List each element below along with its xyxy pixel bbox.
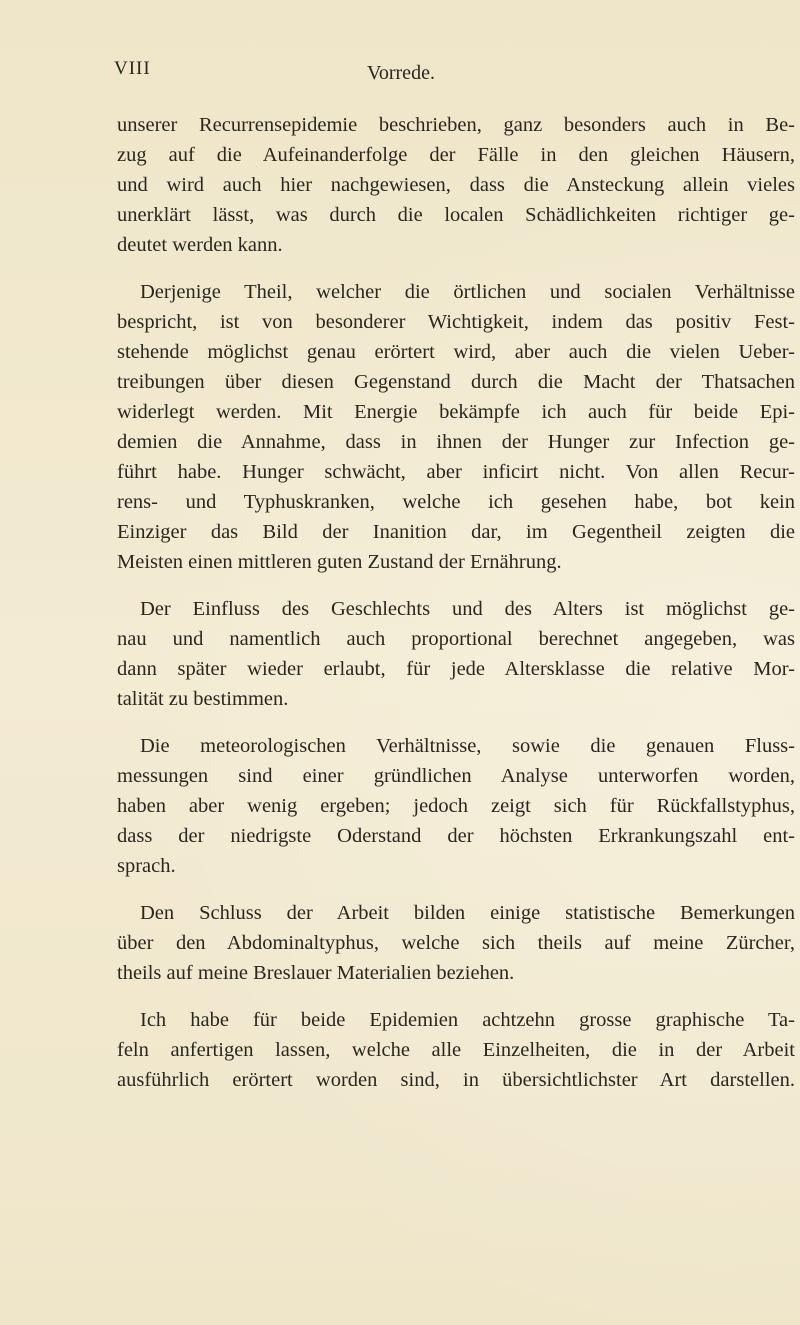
text-line: stehende möglichst genau erörtert wird, aber auch die vielen Ueber- [117, 341, 795, 363]
text-line: deutet werden kann. [117, 234, 283, 256]
text-line: rens- und Typhuskranken, welche ich gesehen habe, bot kein [117, 491, 795, 513]
text-line: Den Schluss der Arbeit bilden einige statistische Bemerkungen [140, 902, 795, 924]
text-line: Einziger das Bild der Inanition dar, im Gegentheil zeigten die [117, 521, 795, 543]
body-text [117, 110, 795, 1112]
paragraph-3 [117, 594, 795, 714]
text-line: führt habe. Hunger schwächt, aber inficirt nicht. Von allen Recur- [117, 461, 795, 483]
text-line: Die meteorologischen Verhältnisse, sowie die genauen Fluss- [140, 735, 795, 757]
text-line: Ich habe für beide Epidemien achtzehn grosse graphische Ta- [140, 1009, 795, 1031]
paragraph-6 [117, 1005, 795, 1095]
text-line: theils auf meine Breslauer Materialien beziehen. [117, 962, 515, 984]
text-line: sprach. [117, 855, 176, 877]
text-line: ausführlich erörtert worden sind, in übersichtlichster Art darstellen. [117, 1069, 795, 1091]
text-line: messungen sind einer gründlichen Analyse unterworfen worden, [117, 765, 795, 787]
text-line: zug auf die Aufeinanderfolge der Fälle in den gleichen Häusern, [117, 144, 795, 166]
paragraph-1 [117, 110, 795, 260]
text-line: nau und namentlich auch proportional berechnet angegeben, was [117, 628, 795, 650]
paragraph-2 [117, 277, 795, 577]
text-line: dann später wieder erlaubt, für jede Altersklasse die relative Mor- [117, 658, 795, 680]
text-line: feln anfertigen lassen, welche alle Einzelheiten, die in der Arbeit [117, 1039, 795, 1061]
text-line: unerklärt lässt, was durch die localen Schädlichkeiten richtiger ge- [117, 204, 795, 226]
text-line: über den Abdominaltyphus, welche sich theils auf meine Zürcher, [117, 932, 795, 954]
text-line: bespricht, ist von besonderer Wichtigkeit, indem das positiv Fest- [117, 311, 795, 333]
text-line: demien die Annahme, dass in ihnen der Hunger zur Infection ge- [117, 431, 795, 453]
text-line: talität zu bestimmen. [117, 688, 289, 710]
text-line: widerlegt werden. Mit Energie bekämpfe ich auch für beide Epi- [117, 401, 795, 423]
page-header [0, 58, 800, 88]
text-line: unserer Recurrensepidemie beschrieben, ganz besonders auch in Be- [117, 114, 795, 136]
text-line: treibungen über diesen Gegenstand durch die Macht der Thatsachen [117, 371, 795, 393]
paragraph-4 [117, 731, 795, 881]
text-line: Meisten einen mittleren guten Zustand der Ernährung. [117, 551, 562, 573]
text-line: Derjenige Theil, welcher die örtlichen und socialen Verhältnisse [140, 281, 795, 303]
paragraph-5 [117, 898, 795, 988]
page-number: VIII [114, 58, 151, 79]
text-line: haben aber wenig ergeben; jedoch zeigt sich für Rückfallstyphus, [117, 795, 795, 817]
running-title: Vorrede. [367, 62, 435, 84]
text-line: dass der niedrigste Oderstand der höchsten Erkrankungszahl ent- [117, 825, 795, 847]
text-line: und wird auch hier nachgewiesen, dass die Ansteckung allein vieles [117, 174, 795, 196]
text-line: Der Einfluss des Geschlechts und des Alters ist möglichst ge- [140, 598, 795, 620]
